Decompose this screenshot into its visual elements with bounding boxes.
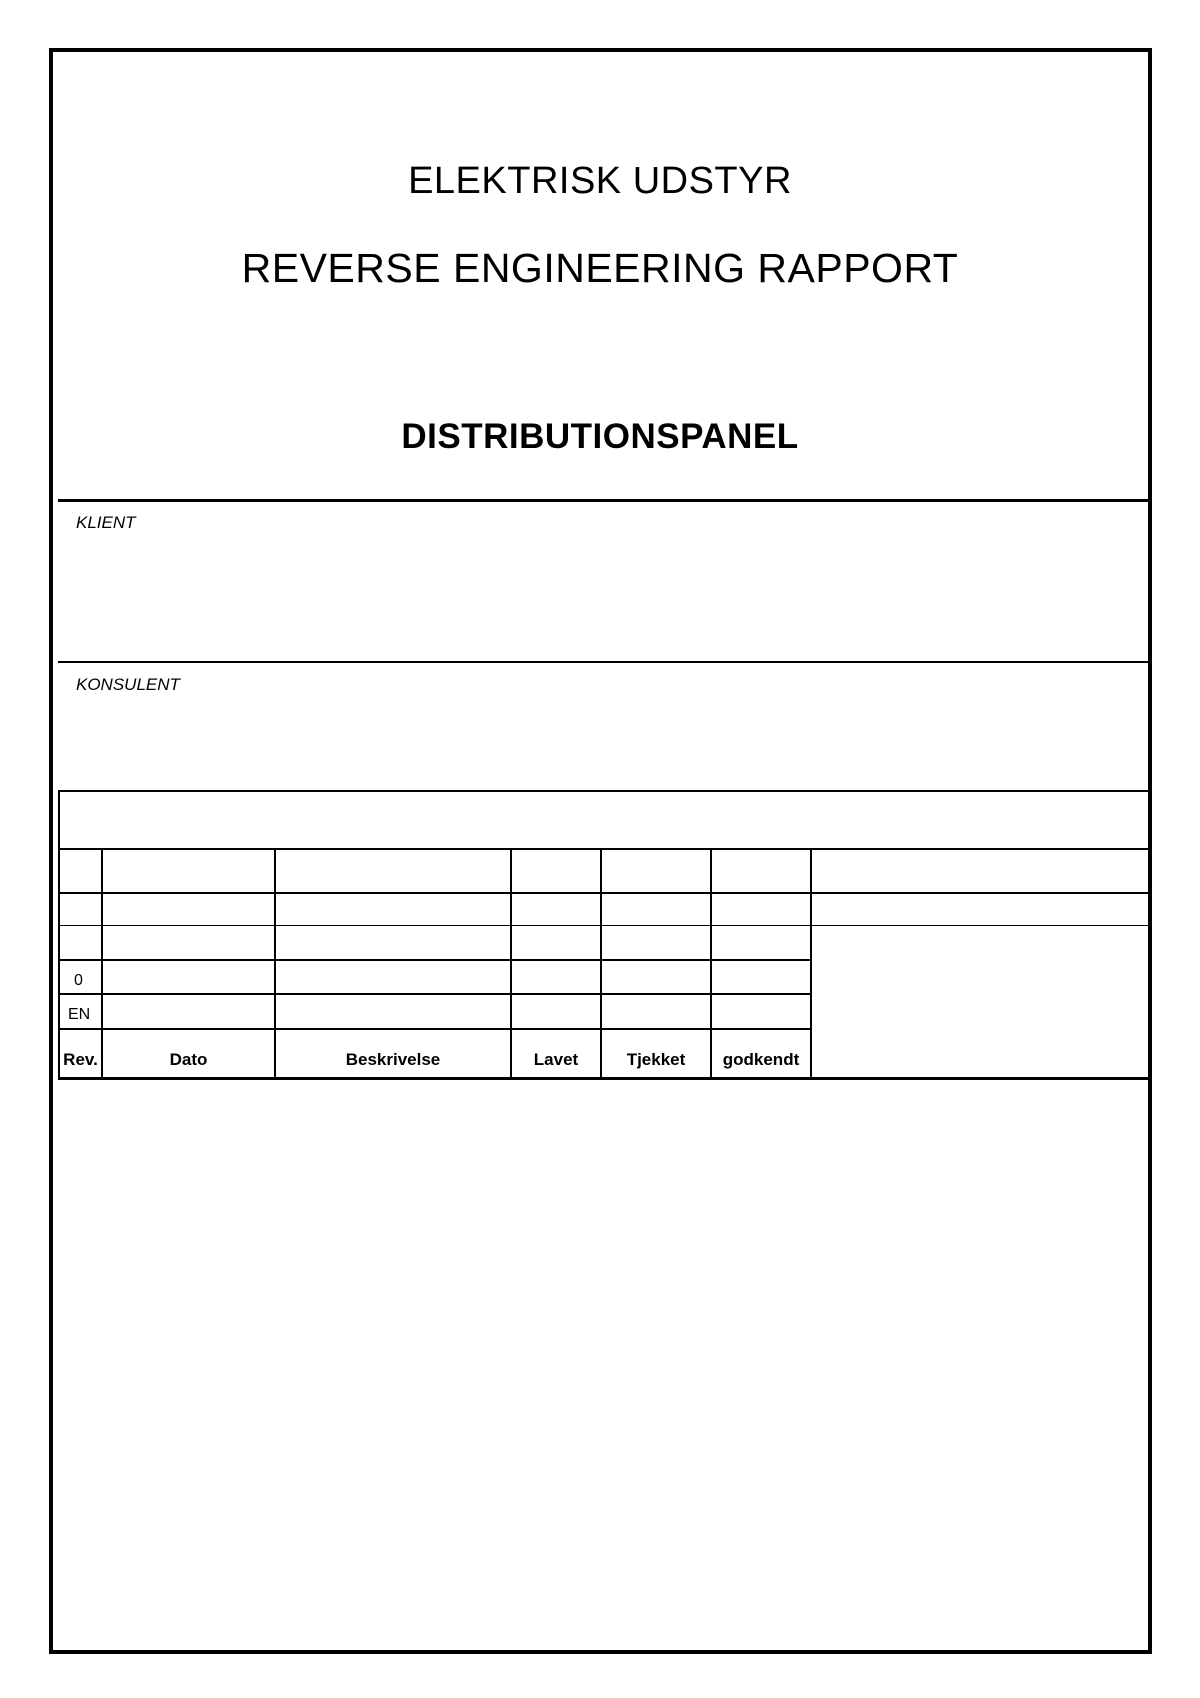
table-line	[60, 959, 811, 961]
client-label: KLIENT	[76, 513, 136, 532]
table-line	[60, 993, 811, 995]
header-date: Dato	[169, 1050, 208, 1069]
header-approved: godkendt	[722, 1050, 800, 1069]
table-line	[710, 848, 712, 1080]
table-line	[60, 892, 1148, 894]
divider-middle	[58, 661, 1150, 663]
header-rev: Rev.	[63, 1050, 98, 1069]
table-line	[274, 848, 276, 1080]
rev-cell: EN	[68, 1006, 91, 1023]
table-line	[60, 925, 1148, 926]
divider-top	[58, 499, 1150, 502]
table-line	[510, 848, 512, 1080]
revision-table	[58, 790, 1151, 1080]
rev-cell: 0	[74, 972, 83, 989]
table-line	[810, 848, 812, 1080]
header-checked: Tjekket	[626, 1050, 686, 1069]
table-line	[101, 848, 103, 1080]
title-line-1: ELEKTRISK UDSTYR	[408, 160, 792, 202]
table-line	[60, 1028, 811, 1030]
table-line	[60, 848, 1148, 850]
table-line	[600, 848, 602, 1080]
title-line-2: REVERSE ENGINEERING RAPPORT	[241, 245, 959, 291]
subject-title: DISTRIBUTIONSPANEL	[401, 417, 799, 456]
header-made: Lavet	[533, 1050, 579, 1069]
header-description: Beskrivelse	[345, 1050, 441, 1069]
consultant-label: KONSULENT	[76, 675, 180, 694]
